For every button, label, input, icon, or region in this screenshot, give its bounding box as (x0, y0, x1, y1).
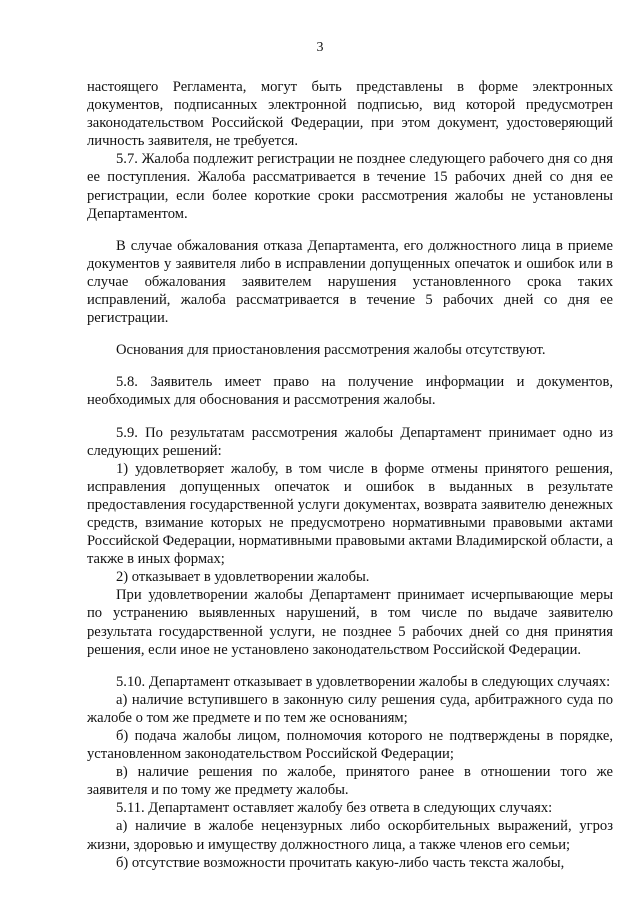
paragraph-satisfaction-measures: При удовлетворении жалобы Департамент принимает исчерпывающие меры по устранению выявленных нарушений, в том числе по выдаче заявителю результата государственной услуги, не позднее 5 рабочих дней со дня принятия решения, если иное не установлено законодательством Российской Федерации. (87, 587, 613, 658)
paragraph-5-7: 5.7. Жалоба подлежит регистрации не позднее следующего рабочего дня со дня ее поступления. Жалоба рассматривается в течение 15 рабочих дней со дня ее регистрации, если более короткие сроки рассмотрения жалобы не установлены Департаментом. (87, 151, 613, 222)
document-body (87, 78, 613, 872)
paragraph-no-suspension: Основания для приостановления рассмотрения жалобы отсутствуют. (116, 342, 546, 359)
paragraph-5-10-item-b: б) подача жалобы лицом, полномочия которого не подтверждены в порядке, установленном законодательством Российской Федерации; (87, 728, 613, 763)
paragraph-5-10-item-c: в) наличие решения по жалобе, принятого ранее в отношении того же заявителя и по тому же предмету жалобы. (87, 764, 613, 799)
paragraph-5-11: 5.11. Департамент оставляет жалобу без ответа в следующих случаях: (116, 800, 553, 817)
paragraph-5-10-item-a: а) наличие вступившего в законную силу решения суда, арбитражного суда по жалобе о том же предмете и по тем же основаниям; (87, 691, 613, 726)
paragraph-5-10: 5.10. Департамент отказывает в удовлетворении жалобы в следующих случаях: (116, 673, 611, 690)
paragraph-5-11-item-a: а) наличие в жалобе нецензурных либо оскорбительных выражений, угроз жизни, здоровью и имуществу должностного лица, а также членов его семьи; (87, 818, 613, 853)
page-number: 3 (316, 40, 324, 55)
paragraph-5-9-item-1: 1) удовлетворяет жалобу, в том числе в форме отмены принятого решения, исправления допущенных опечаток и ошибок в выданных в результате предоставления государственной услуги документах, возврата заявителю денежных средств, взимание которых не предусмотрено нормативными правовыми актами Российской Федерации, нормативными правовыми актами Владимирской области, а также в иных формах; (87, 460, 613, 568)
paragraph-5-9-item-2: 2) отказывает в удовлетворении жалобы. (116, 569, 370, 586)
paragraph-5-11-item-b: б) отсутствие возможности прочитать какую-либо часть текста жалобы, (116, 854, 565, 871)
paragraph-continuation: настоящего Регламента, могут быть представлены в форме электронных документов, подписанных электронной подписью, вид которой предусмотрен законодательством Российской Федерации, при этом документ, удостоверяющий личность заявителя, не требуется. (87, 79, 613, 150)
paragraph-5-9: 5.9. По результатам рассмотрения жалобы Департамент принимает одно из следующих решений: (87, 424, 613, 459)
paragraph-5-8: 5.8. Заявитель имеет право на получение информации и документов, необходимых для обоснования и рассмотрения жалобы. (87, 374, 613, 409)
paragraph-appeal-refusal: В случае обжалования отказа Департамента, его должностного лица в приеме документов у заявителя либо в исправлении допущенных опечаток и ошибок или в случае обжалования заявителем нарушения установленного срока таких исправлений, жалоба рассматривается в течение 5 рабочих дней со дня ее регистрации. (87, 237, 613, 327)
